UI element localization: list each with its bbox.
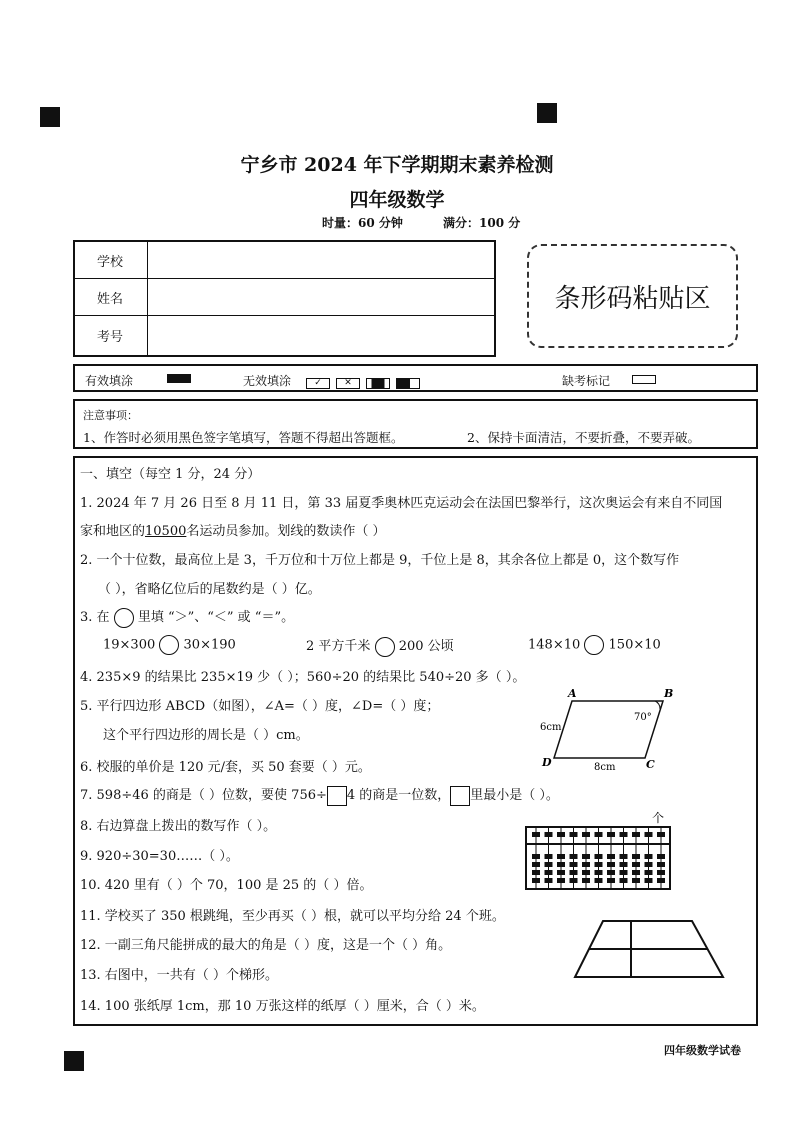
- page-footer: 四年级数学试卷: [664, 1044, 741, 1057]
- abacus-lower-bead: [570, 862, 578, 867]
- question-1-line-2: [80, 520, 386, 539]
- abacus-lower-bead: [595, 878, 603, 883]
- invalid-check-icon: ✓: [306, 378, 330, 389]
- abacus-upper-bead: [595, 832, 603, 837]
- parallelogram-figure: [536, 686, 676, 772]
- school-label: 学校: [75, 242, 148, 278]
- abacus-lower-bead: [607, 878, 615, 883]
- question-8: 8. 右边算盘上拨出的数写作（ ）。: [80, 819, 277, 834]
- invalid-fill-samples: [303, 373, 423, 392]
- abacus-upper-bead: [532, 832, 540, 837]
- abacus-lower-bead: [657, 878, 665, 883]
- abacus-lower-bead: [557, 878, 565, 883]
- name-field[interactable]: [149, 279, 494, 315]
- abacus-lower-bead: [570, 870, 578, 875]
- parallelogram-shape: [554, 701, 663, 758]
- abacus-lower-bead: [545, 878, 553, 883]
- abacus-lower-bead: [532, 854, 540, 859]
- comparison-2-left: 2 平方千米: [306, 639, 371, 654]
- abacus-lower-bead: [632, 870, 640, 875]
- section-heading: 一、填空（每空 1 分，24 分）: [80, 467, 261, 482]
- abacus-lower-bead: [570, 854, 578, 859]
- abacus-lower-bead: [657, 854, 665, 859]
- question-3-text-post: 里填 “＞”、“＜” 或 “＝”。: [137, 610, 295, 625]
- name-row: [75, 279, 494, 316]
- invalid-fill-label: 无效填涂: [243, 374, 292, 388]
- abacus-lower-bead: [532, 870, 540, 875]
- trapezoid-figure: [570, 918, 730, 980]
- abacus-rods: [532, 828, 665, 888]
- valid-fill-sample: [167, 374, 191, 383]
- question-2-line-2: （ ），省略亿位后的尾数约是（ ）亿。: [98, 582, 321, 597]
- abacus-lower-bead: [557, 870, 565, 875]
- question-6: 6. 校服的单价是 120 元/套，买 50 套要（ ）元。: [80, 760, 371, 775]
- invalid-cross-icon: ✕: [336, 378, 360, 389]
- question-1-text-pre: 家和地区的: [80, 524, 146, 539]
- id-row: [75, 316, 494, 355]
- id-field[interactable]: [149, 316, 494, 355]
- abacus-lower-bead: [645, 878, 653, 883]
- answer-circle-3[interactable]: [584, 635, 604, 655]
- abacus-lower-bead: [582, 854, 590, 859]
- abacus-lower-bead: [557, 862, 565, 867]
- abacus-lower-bead: [620, 878, 628, 883]
- abacus-lower-bead: [570, 878, 578, 883]
- blank-circle-icon: [114, 608, 134, 628]
- question-12: 12. 一副三角尺能拼成的最大的角是（ ）度，这是一个（ ）角。: [80, 938, 452, 953]
- abacus-lower-bead: [620, 854, 628, 859]
- exam-time: 时量：60 分钟: [322, 216, 403, 230]
- abacus-lower-bead: [582, 870, 590, 875]
- abacus-lower-bead: [557, 854, 565, 859]
- question-7-text-c: 里最小是（ ）。: [470, 788, 559, 803]
- abacus-lower-bead: [657, 870, 665, 875]
- abacus-upper-bead: [620, 832, 628, 837]
- abacus-figure: [524, 810, 674, 892]
- abacus-upper-bead: [632, 832, 640, 837]
- abacus-lower-bead: [620, 870, 628, 875]
- question-5-line-2: 这个平行四边形的周长是（ ）cm。: [103, 728, 309, 743]
- absent-label: 缺考标记: [562, 374, 611, 388]
- id-label: 考号: [75, 316, 148, 355]
- student-info-box: [73, 240, 496, 357]
- notice-item-2: 2、保持卡面清洁，不要折叠，不要弄破。: [467, 430, 700, 445]
- abacus-lower-bead: [607, 870, 615, 875]
- abacus-lower-bead: [645, 862, 653, 867]
- valid-fill-label: 有效填涂: [85, 374, 134, 388]
- comparison-3-left: 148×10: [528, 637, 581, 653]
- abacus-lower-bead: [582, 862, 590, 867]
- notice-item-1: 1、作答时必须用黑色签字笔填写，答题不得超出答题框。: [83, 430, 404, 445]
- blank-box-1[interactable]: [327, 786, 347, 806]
- question-13: 13. 右图中，一共有（ ）个梯形。: [80, 968, 278, 983]
- comparison-1-left: 19×300: [103, 637, 156, 653]
- abacus-lower-bead: [595, 870, 603, 875]
- question-1-text-post: 名运动员参加。划线的数读作（ ）: [186, 524, 386, 539]
- answer-circle-1[interactable]: [159, 635, 179, 655]
- comparison-1-right: 30×190: [183, 637, 236, 653]
- question-7-text-b: 4 的商是一位数，: [346, 788, 451, 803]
- vertex-d-label: D: [542, 756, 552, 769]
- abacus-lower-bead: [645, 854, 653, 859]
- abacus-lower-bead: [582, 878, 590, 883]
- question-3-prompt: [80, 606, 294, 628]
- barcode-area: 条形码粘贴区: [527, 244, 738, 348]
- abacus-lower-bead: [620, 862, 628, 867]
- alignment-marker: [537, 103, 557, 123]
- abacus-lower-bead: [595, 862, 603, 867]
- question-11: 11. 学校买了 350 根跳绳，至少再买（ ）根，就可以平均分给 24 个班。: [80, 909, 505, 924]
- absent-mark-box[interactable]: [632, 375, 656, 384]
- invalid-partial-icon: [366, 378, 390, 389]
- abacus-lower-bead: [532, 862, 540, 867]
- angle-b-arc: [655, 701, 660, 709]
- question-4: 4. 235×9 的结果比 235×19 少（ ）；560÷20 的结果比 540÷20 多（ ）。: [80, 670, 526, 685]
- question-5-line-1: 5. 平行四边形 ABCD（如图），∠A=（ ）度，∠D=（ ）度；: [80, 699, 440, 714]
- comparison-1: [103, 635, 236, 655]
- question-2-line-1: 2. 一个十位数，最高位上是 3，千万位和十万位上都是 9，千位上是 8，其余各位上都是 0，这个数写作: [80, 553, 680, 568]
- abacus-lower-bead: [545, 862, 553, 867]
- abacus-upper-bead: [557, 832, 565, 837]
- abacus-lower-bead: [632, 854, 640, 859]
- abacus-lower-bead: [645, 870, 653, 875]
- fill-guide-box: [73, 364, 758, 392]
- exam-title: 宁乡市 2024 年下学期期末素养检测: [240, 154, 554, 176]
- exam-subject: 四年级数学: [349, 189, 445, 211]
- abacus-lower-bead: [595, 854, 603, 859]
- abacus-lower-bead: [607, 854, 615, 859]
- abacus-upper-bead: [582, 832, 590, 837]
- abacus-unit-label: 个: [652, 811, 665, 825]
- abacus-upper-bead: [570, 832, 578, 837]
- angle-label: 70°: [634, 712, 652, 723]
- exam-score: 满分：100 分: [443, 216, 521, 230]
- abacus-upper-bead: [545, 832, 553, 837]
- abacus-lower-bead: [532, 878, 540, 883]
- question-7: [80, 784, 559, 806]
- abacus-lower-bead: [607, 862, 615, 867]
- notice-title: 注意事项：: [83, 409, 138, 422]
- abacus-lower-bead: [545, 870, 553, 875]
- abacus-upper-bead: [607, 832, 615, 837]
- question-3-text-pre: 3. 在: [80, 610, 110, 625]
- question-10: 10. 420 里有（ ）个 70，100 是 25 的（ ）倍。: [80, 878, 373, 893]
- blank-box-2[interactable]: [450, 786, 470, 806]
- notice-box: [73, 399, 758, 449]
- invalid-half-icon: [396, 378, 420, 389]
- question-1-underlined-number: 10500: [145, 524, 187, 539]
- alignment-marker: [40, 107, 60, 127]
- question-1-line-1: 1. 2024 年 7 月 26 日至 8 月 11 日，第 33 届夏季奥林匹克运动会在法国巴黎举行，这次奥运会有来自不同国: [80, 496, 723, 511]
- abacus-lower-bead: [632, 862, 640, 867]
- school-field[interactable]: [149, 242, 494, 278]
- answer-circle-2[interactable]: [375, 637, 395, 657]
- comparison-2-right: 200 公顷: [398, 639, 454, 654]
- abacus-lower-bead: [657, 862, 665, 867]
- vertex-a-label: A: [568, 687, 577, 700]
- alignment-marker: [64, 1051, 84, 1071]
- comparison-3-right: 150×10: [608, 637, 661, 653]
- question-7-text-a: 7. 598÷46 的商是（ ）位数，要使 756÷: [80, 788, 327, 803]
- base-length-label: 8cm: [594, 762, 616, 772]
- vertex-b-label: B: [664, 687, 674, 700]
- comparison-3: [528, 635, 661, 655]
- abacus-lower-bead: [632, 878, 640, 883]
- vertex-c-label: C: [646, 758, 655, 771]
- school-row: [75, 242, 494, 279]
- comparison-2: [306, 635, 454, 657]
- question-14: 14. 100 张纸厚 1cm，那 10 万张这样的纸厚（ ）厘米，合（ ）米。: [80, 999, 485, 1014]
- abacus-lower-bead: [545, 854, 553, 859]
- abacus-upper-bead: [657, 832, 665, 837]
- question-9: 9. 920÷30=30……（ ）。: [80, 849, 239, 864]
- name-label: 姓名: [75, 279, 148, 315]
- abacus-upper-bead: [645, 832, 653, 837]
- side-length-label: 6cm: [540, 722, 562, 733]
